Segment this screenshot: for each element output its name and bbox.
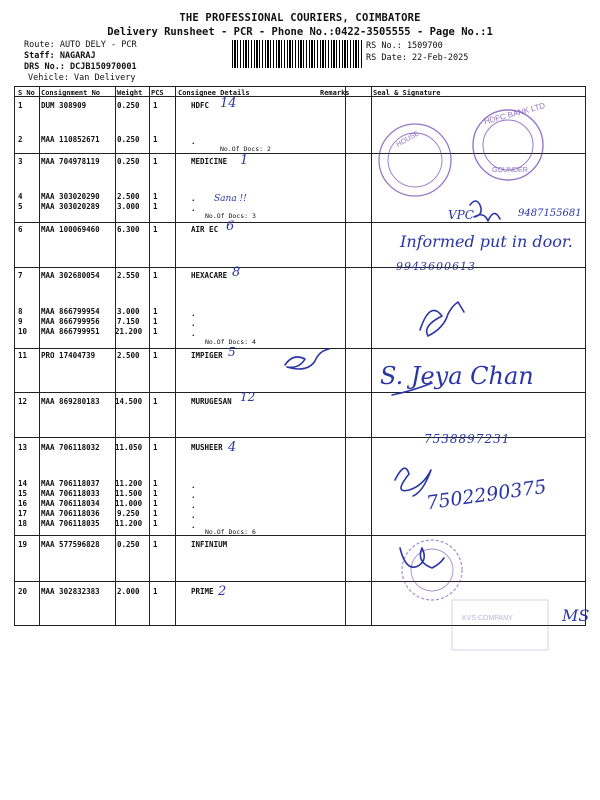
hdfc-stamp-text: HDFC BANK LTD [483,101,547,127]
handwritten-phone: 9487155681 [518,208,582,219]
runsheet-title: Delivery Runsheet - PCR - Phone No.:0422-3505555 - Page No.:1 [107,26,493,38]
handwritten-count: 1 [240,153,249,168]
col-weight: Weight [117,89,143,97]
handwritten-count: 8 [232,265,241,280]
col-sno: S No [18,89,35,97]
company-title: THE PROFESSIONAL COURIERS, COIMBATORE [179,12,421,24]
staff-label: Staff: NAGARAJ [24,51,96,61]
handwritten-count: 12 [240,390,256,404]
handwritten-phone: 7502290375 [425,475,548,515]
handwritten-count: 2 [218,584,227,599]
col-seal: Seal & Signature [373,89,441,97]
col-consignment: Consignment No [41,89,101,97]
doc-count-note: No.Of Docs: 2 [220,145,271,153]
drs-number: DRS No.: DCJB150970001 [24,62,137,72]
handwritten-initials: MS [562,606,590,625]
handwritten-count: 14 [220,96,237,111]
gounder-stamp-text: GOUNDER [492,167,528,174]
runsheet-table: S No Consignment No Weight PCS Consignee Details Remarks Seal & Signature 1 DUM 308909 0.250 1 HDFC 2 MAA 110852671 0.250 1 . No.Of Docs: 2 3 MAA 704978119 0.250 1 MEDICINE 4 MAA 303020290 2.500 1 . 5 MAA 303020289 3.000 1 . No.Of Docs: 3 6 MAA 100069460 6.300 1 AIR EC 7 MAA 302680054 2.550 1 HEXACARE 8 MAA 866799954 3.000 1 . 9 MAA 866799956 7.150 1 . 10 MAA 866799951 21.200 1 . No.Of Docs: 4 11 PRO 17404739 2.500 1 IMPIGER 12 MAA 869280183 14.500 1 MURUGESAN 13 MAA 706118032 11.050 1 MUSHEER 14 MAA 706118037 11.200 1 . 15 MAA 706118033 11.500 1 . 16 MAA 706118034 11.000 1 . 17 MAA 706118036 9.250 1 . 18 MAA 706118035 11.200 1 . No.Of Docs: 6 19 MAA 577596828 0.250 1 INFINIUM 20 MAA 302832383 2.000 1 PRIME [14,86,586,626]
col-consignee: Consignee Details [178,89,250,97]
handwritten-name: S. Jeya Chan [380,362,534,390]
doc-count-note: No.Of Docs: 3 [205,212,256,220]
handwritten-vpc: VPC [448,208,474,222]
handwritten-count: 6 [226,219,235,234]
company-stamp-text: KVS COMPANY [462,615,513,622]
infinium-stamp [402,540,462,600]
col-remarks: Remarks [320,89,350,97]
doc-count-note: No.Of Docs: 6 [205,528,256,536]
handwritten-note: Sana !! [214,194,247,204]
hdfc-stamp [379,110,543,196]
doc-count-note: No.Of Docs: 4 [205,338,256,346]
rs-date: RS Date: 22-Feb-2025 [366,53,469,63]
handwritten-count: 4 [228,440,237,455]
vehicle-label: Vehicle: Van Delivery [28,73,136,83]
prime-stamp [452,600,548,650]
handwritten-phone: 7538897231 [424,432,511,446]
house-stamp-text: HOUSE [395,130,421,149]
col-pcs: PCS [151,89,164,97]
rs-number: RS No.: 1509700 [366,41,443,51]
handwritten-phone: 9943600613 [396,260,476,273]
signature-scribbles [285,201,500,568]
handwritten-count: 5 [228,345,236,359]
route-label: Route: AUTO DELY - PCR [24,40,137,50]
handwritten-remark: Informed put in door. [400,232,573,251]
